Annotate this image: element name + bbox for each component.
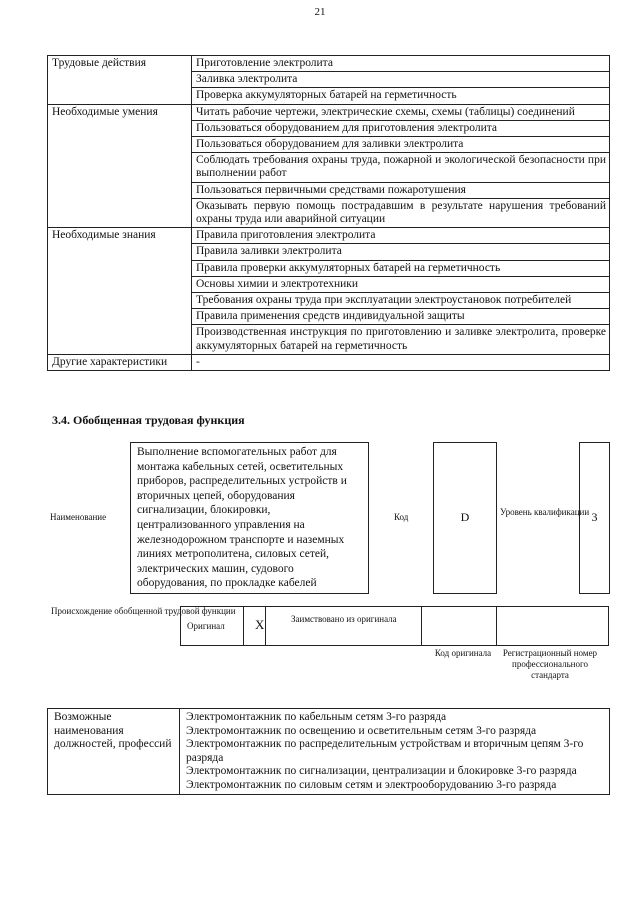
possible-positions-table bbox=[47, 708, 610, 795]
section-label: Трудовые действия bbox=[48, 56, 192, 105]
section-item: Правила применения средств индивидуальной защиты bbox=[192, 309, 610, 325]
section-item: Основы химии и электротехники bbox=[192, 276, 610, 292]
section-item: Пользоваться оборудованием для приготовления электролита bbox=[192, 120, 610, 136]
section-item: Производственная инструкция по приготовлению и заливке электролита, проверке аккумуляторных батарей на герметичность bbox=[192, 325, 610, 354]
section-item: Требования охраны труда при эксплуатации электроустановок потребителей bbox=[192, 293, 610, 309]
qualification-level-label: Уровень квалификации bbox=[500, 507, 590, 517]
section-item: Заливка электролита bbox=[192, 72, 610, 88]
possible-positions-row bbox=[48, 709, 610, 795]
code-label: Код bbox=[394, 512, 409, 522]
origin-label: Происхождение обобщенной трудовой функции bbox=[51, 606, 236, 616]
section-item: Приготовление электролита bbox=[192, 56, 610, 72]
work-function-table bbox=[47, 55, 610, 371]
position-item: Электромонтажник по сигнализации, централизации и блокировке 3-го разряда bbox=[186, 765, 577, 778]
section-item: Пользоваться оборудованием для заливки электролита bbox=[192, 137, 610, 153]
origin-row bbox=[180, 606, 609, 646]
table-row bbox=[48, 354, 610, 370]
qualification-level-value: 3 bbox=[591, 510, 598, 524]
section-item: Соблюдать требования охраны труда, пожарной и экологической безопасности при выполнении работ bbox=[192, 153, 610, 182]
possible-positions-list bbox=[180, 709, 610, 795]
code-original-caption: Код оригинала bbox=[434, 648, 492, 658]
table-row bbox=[48, 104, 610, 120]
section-item: Правила проверки аккумуляторных батарей на герметичность bbox=[192, 260, 610, 276]
position-item: Электромонтажник по распределительным устройствам и вторичным цепям 3-го разряда bbox=[186, 738, 584, 764]
section-heading: 3.4. Обобщенная трудовая функция bbox=[52, 413, 245, 427]
name-label: Наименование bbox=[50, 512, 107, 522]
possible-positions-label: Возможные наименования должностей, профессий bbox=[48, 709, 180, 795]
position-item: Электромонтажник по освещению и осветительным сетям 3-го разряда bbox=[186, 724, 537, 737]
section-item: Читать рабочие чертежи, электрические схемы, схемы (таблицы) соединений bbox=[192, 104, 610, 120]
section-item: Правила заливки электролита bbox=[192, 244, 610, 260]
section-item: Пользоваться первичными средствами пожаротушения bbox=[192, 182, 610, 198]
section-label: Другие характеристики bbox=[48, 354, 192, 370]
section-item: - bbox=[192, 354, 610, 370]
table-row bbox=[48, 228, 610, 244]
position-item: Электромонтажник по силовым сетям и электрооборудованию 3-го разряда bbox=[186, 778, 557, 791]
section-label: Необходимые знания bbox=[48, 228, 192, 355]
original-mark: X bbox=[255, 617, 265, 632]
section-item: Оказывать первую помощь пострадавшим в результате нарушения требований охраны труда или аварийной ситуации bbox=[192, 198, 610, 227]
page-number: 21 bbox=[314, 6, 326, 18]
code-value: D bbox=[460, 510, 470, 524]
position-item: Электромонтажник по кабельным сетям 3-го разряда bbox=[186, 711, 447, 723]
generalized-function-name: Выполнение вспомогательных работ для монтажа кабельных сетей, осветительных приборов, распределительных устройств и вторичных цепей, оборудования сигнализации, блокировки, централизованного управления на железнодорожном транспорте и наземных линиях метрополитена, силовых сетей, электрических машин, судового оборудования, по прокладке кабелей bbox=[130, 442, 369, 594]
origin-code-cell bbox=[422, 607, 497, 645]
origin-borrowed-cell bbox=[266, 607, 422, 645]
section-label: Необходимые умения bbox=[48, 104, 192, 228]
borrowed-label: Заимствовано из оригинала bbox=[291, 614, 397, 624]
original-label: Оригинал bbox=[187, 621, 225, 631]
section-item: Проверка аккумуляторных батарей на герметичность bbox=[192, 88, 610, 104]
section-item: Правила приготовления электролита bbox=[192, 228, 610, 244]
table-row bbox=[48, 56, 610, 72]
registration-number-caption: Регистрационный номер профессионального стандарта bbox=[502, 648, 598, 680]
